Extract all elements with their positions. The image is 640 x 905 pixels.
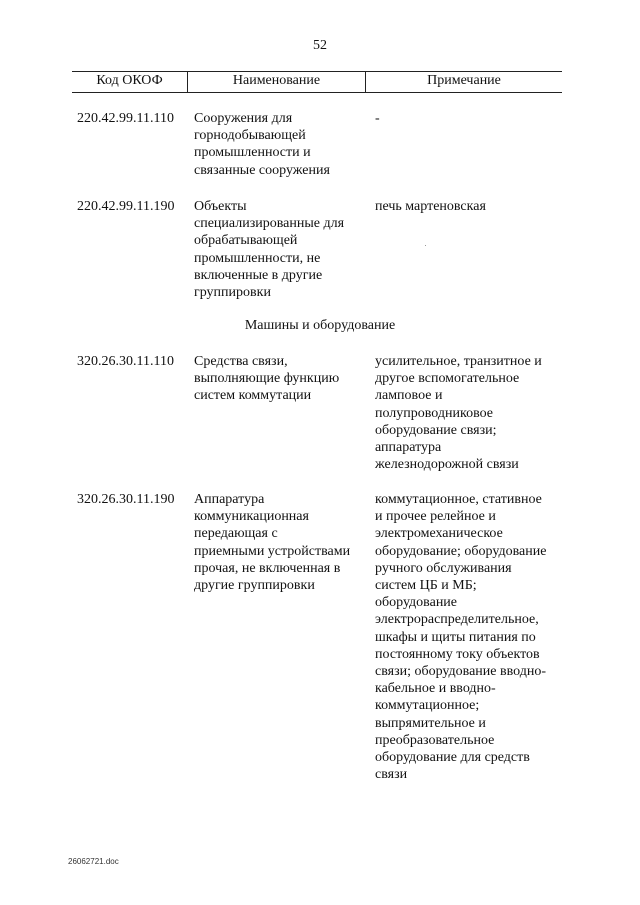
row-note: усилительное, транзитное и другое вспомогательное ламповое и полупроводниковое оборудование связи; аппаратура железнодорожной связи: [375, 354, 542, 473]
row-name: Аппаратура коммуникационная передающая с приемными устройствами прочая, не включенная в другие группировки: [194, 492, 351, 594]
section-title: Машины и оборудование: [244, 318, 396, 333]
row-note: -: [375, 111, 380, 126]
row-code: 320.26.30.11.110: [77, 354, 174, 369]
row-note: печь мартеновская: [375, 199, 486, 214]
scan-speck: [425, 245, 426, 246]
page-number: 52: [313, 38, 327, 53]
column-header-name: Наименование: [188, 72, 366, 92]
row-code: 220.42.99.11.110: [77, 111, 174, 126]
column-header-note: Примечание: [427, 73, 501, 88]
row-name: Средства связи, выполняющие функцию систем коммутации: [194, 354, 340, 404]
footer-filename: 26062721.doc: [68, 857, 119, 866]
table-header: [72, 71, 562, 93]
row-note: коммутационное, стативное и прочее релейное и электромеханическое оборудование; оборудование ручного обслуживания систем ЦБ и МБ; оборудование электрораспределительное, шкафы и щиты питания по постоянному току объектов связи; оборудование вводно- кабельное и вводно- коммутационное; выпрямительное и преобразовательное оборудование для средств связи: [375, 492, 547, 783]
row-code: 320.26.30.11.190: [77, 492, 175, 507]
row-name: Объекты специализированные для обрабатывающей промышленности, не включенные в другие группировки: [194, 199, 345, 301]
row-name: Сооружения для горнодобывающей промышленности и связанные сооружения: [194, 111, 330, 178]
row-code: 220.42.99.11.190: [77, 199, 175, 214]
column-header-code: Код ОКОФ: [72, 72, 188, 92]
